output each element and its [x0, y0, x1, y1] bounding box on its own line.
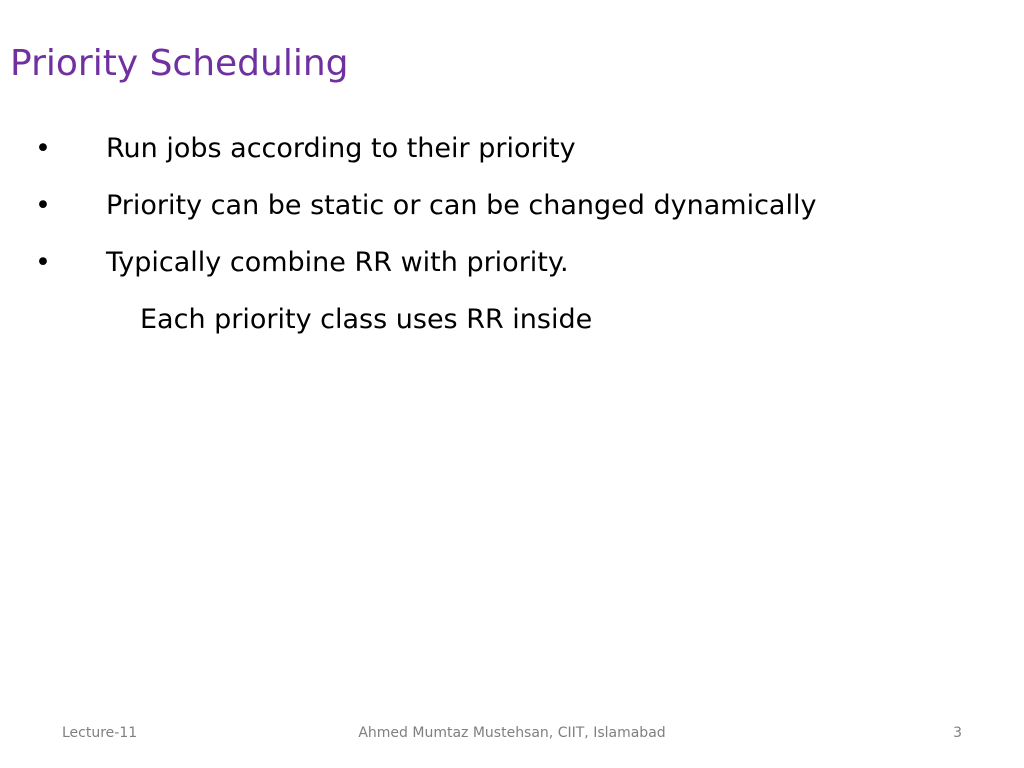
bullet-icon: • — [35, 247, 51, 278]
sub-list-item — [0, 295, 1024, 352]
bullet-text: Typically combine RR with priority. — [106, 247, 569, 278]
page-number: 3 — [953, 725, 962, 741]
list-item — [0, 124, 1024, 181]
footer-lecture: Lecture-11 — [62, 725, 138, 741]
list-item — [0, 238, 1024, 295]
bullet-text: Priority can be static or can be changed dynamically — [106, 190, 817, 221]
bullet-text: Run jobs according to their priority — [106, 133, 576, 164]
list-item — [0, 181, 1024, 238]
footer-author: Ahmed Mumtaz Mustehsan, CIIT, Islamabad — [358, 725, 666, 741]
bullet-icon: • — [35, 133, 51, 164]
bullet-list — [0, 124, 1024, 352]
bullet-icon: • — [35, 190, 51, 221]
slide-title: Priority Scheduling — [10, 43, 349, 84]
sub-bullet-text: Each priority class uses RR inside — [140, 304, 593, 335]
